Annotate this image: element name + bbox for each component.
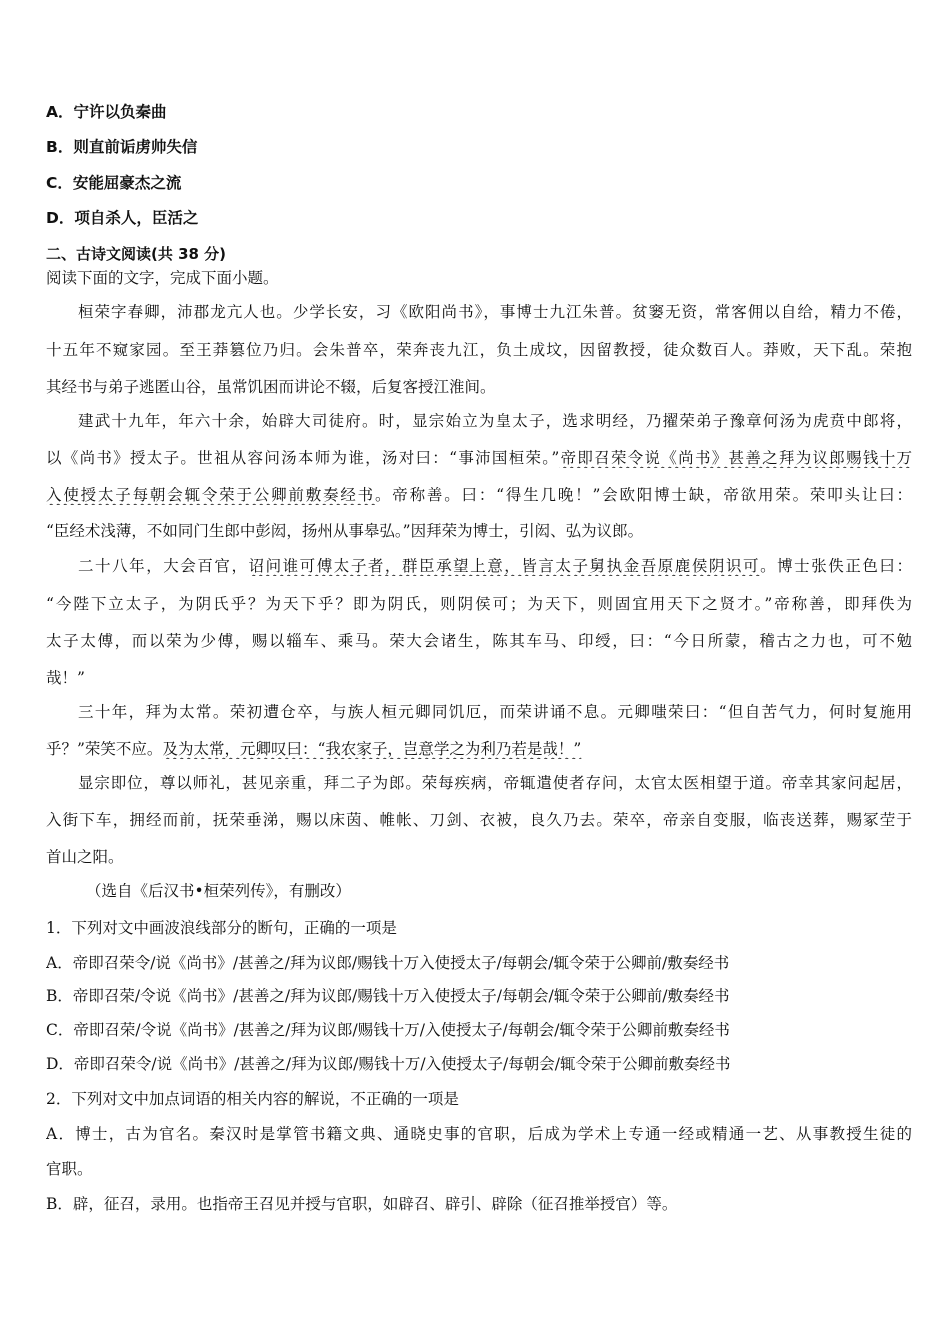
option-letter: B． <box>46 138 74 156</box>
option-letter: C． <box>46 174 73 192</box>
passage-line: 显宗即位，尊以师礼，甚见亲重，拜二子为郎。荣每疾病，帝辄遣使者存问，太官太医相望于道。帝幸其家问起居， <box>78 774 912 792</box>
passage-line <box>46 485 912 505</box>
question-1-option-c[interactable]: C．帝即召荣/令说《尚书》/甚善之/拜为议郎/赐钱十万/入使授太子/每朝会/辄令荣于公卿前敷奏经书 <box>46 1021 730 1039</box>
option-text: 宁许以负秦曲 <box>73 103 167 121</box>
passage-line <box>46 556 912 576</box>
question-2-option-a[interactable]: A．博士，古为官名。秦汉时是掌管书籍文典、通晓史事的官职，后成为学术上专通一经或精通一艺、从事教授生徒的 <box>46 1125 912 1143</box>
passage-text: 。博士张佚正色曰： <box>760 557 912 575</box>
wavy-underlined-text: 帝即召荣令说《尚书》甚善之拜为议郎赐钱十万 <box>559 449 912 467</box>
question-1-option-b[interactable]: B．帝即召荣/令说《尚书》/甚善之/拜为议郎/赐钱十万入使授太子/每朝会/辄令荣于公卿前/敷奏经书 <box>46 987 730 1005</box>
passage-text: 。帝称善。曰：“得生几晚！”会欧阳博士缺，帝欲用荣。荣叩头让曰： <box>374 486 912 504</box>
passage-text: 乎？”荣笑不应。 <box>46 740 163 758</box>
passage-line: “臣经术浅薄，不如同门生郎中彭闳，扬州从事皋弘。”因拜荣为博士，引闳、弘为议郎。 <box>46 522 644 540</box>
option-text: 安能屈豪杰之流 <box>72 174 182 192</box>
passage-line: 桓荣字春卿，沛郡龙亢人也。少学长安，习《欧阳尚书》，事博士九江朱普。贫窭无资，常客佣以自给，精力不倦， <box>78 303 912 321</box>
prev-option-d[interactable] <box>46 208 912 228</box>
question-2-option-b[interactable]: B．辟，征召，录用。也指帝王召见并授与官职，如辟召、辟引、辟除（征召推举授官）等。 <box>46 1195 678 1213</box>
question-2-stem: 2．下列对文中加点词语的相关内容的解说，不正确的一项是 <box>46 1090 459 1108</box>
passage-line <box>46 448 912 468</box>
passage-line: “今陛下立太子，为阴氏乎？为天下乎？即为阴氏，则阴侯可；为天下，则固宜用天下之贤才。”帝称善，即拜佚为 <box>46 595 912 613</box>
wavy-underlined-text: 入使授太子每朝会辄令荣于公卿前敷奏经书 <box>46 486 375 504</box>
passage-line: 其经书与弟子逃匿山谷，虽常饥困而讲论不辍，后复客授江淮间。 <box>46 378 496 396</box>
prev-option-a[interactable] <box>46 102 912 122</box>
passage-line: 十五年不窥家园。至王莽篡位乃归。会朱普卒，荣奔丧九江，负土成坟，因留教授，徒众数百人。莽败，天下乱。荣抱 <box>46 341 912 359</box>
question-1-option-d[interactable]: D．帝即召荣令/说《尚书》/甚善之/拜为议郎/赐钱十万/入使授太子/每朝会/辄令荣于公卿前敷奏经书 <box>46 1055 731 1073</box>
question-1-option-a[interactable]: A．帝即召荣令/说《尚书》/甚善之/拜为议郎/赐钱十万入使授太子/每朝会/辄令荣于公卿前/敷奏经书 <box>46 954 730 972</box>
passage-source: （选自《后汉书•桓荣列传》，有删改） <box>86 882 351 900</box>
option-letter: A． <box>46 103 74 121</box>
passage-line: 哉！” <box>46 669 85 687</box>
option-text: 项自杀人，臣活之 <box>74 209 199 227</box>
prev-option-c[interactable] <box>46 173 912 193</box>
question-1-stem: 1．下列对文中画波浪线部分的断句，正确的一项是 <box>46 919 397 937</box>
passage-line: 入街下车，拥经而前，抚荣垂涕，赐以床茵、帷帐、刀剑、衣被，良久乃去。荣卒，帝亲自变服，临丧送葬，赐冢茔于 <box>46 811 912 829</box>
prev-option-b[interactable] <box>46 137 912 157</box>
passage-line: 建武十九年，年六十余，始辟大司徒府。时，显宗始立为皇太子，选求明经，乃擢荣弟子豫章何汤为虎贲中郎将， <box>78 412 912 430</box>
passage-line: 首山之阳。 <box>46 848 124 866</box>
passage-text: 以《尚书》授太子。世祖从容问汤本师为谁，汤对曰：“事沛国桓荣。” <box>46 449 560 467</box>
passage-line: 三十年，拜为太常。荣初遭仓卒，与族人桓元卿同饥厄，而荣讲诵不息。元卿嗤荣曰：“但自苦气力，何时复施用 <box>78 703 912 721</box>
section-title: 二、古诗文阅读(共 38 分) <box>46 245 227 263</box>
option-letter: D． <box>46 209 75 227</box>
section-instruction: 阅读下面的文字，完成下面小题。 <box>46 269 279 287</box>
passage-line <box>46 739 912 759</box>
option-text: 则直前诟虏帅失信 <box>73 138 198 156</box>
underlined-text: 及为太常，元卿叹曰：“我农家子，岂意学之为利乃若是哉！” <box>162 740 582 758</box>
passage-text: 二十八年，大会百官， <box>78 557 249 575</box>
underlined-text: 诏问谁可傅太子者，群臣承望上意，皆言太子舅执金吾原鹿侯阴识可 <box>248 557 761 575</box>
passage-line: 太子太傅，而以荣为少傅，赐以辎车、乘马。荣大会诸生，陈其车马、印绶，曰：“今日所蒙，稽古之力也，可不勉 <box>46 632 912 650</box>
question-2-option-a-cont: 官职。 <box>46 1160 93 1178</box>
